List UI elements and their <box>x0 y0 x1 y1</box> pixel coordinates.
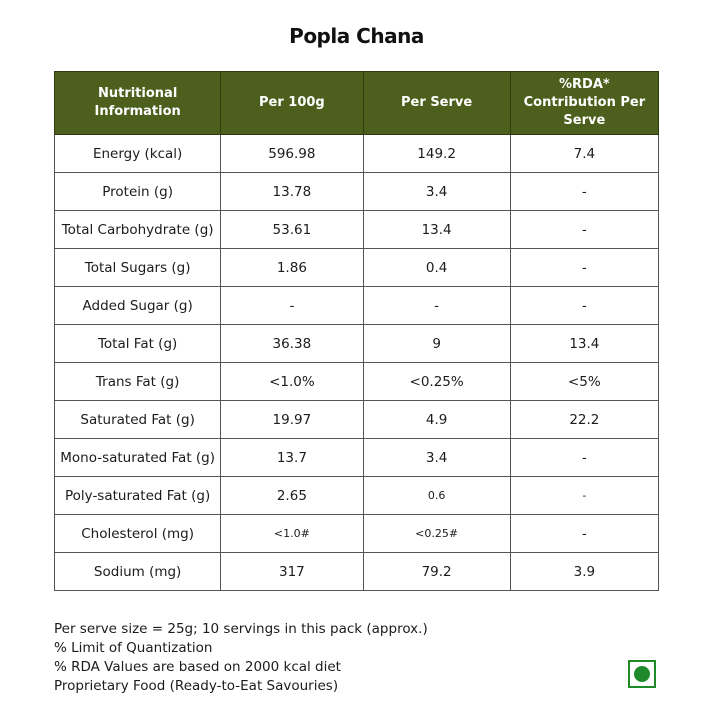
column-header: %RDA* Contribution Per Serve <box>510 72 658 135</box>
table-row <box>55 401 659 439</box>
rda-value: - <box>510 287 658 325</box>
rda-value: - <box>510 439 658 477</box>
rda-value: - <box>510 211 658 249</box>
per-100g-value: 317 <box>221 553 363 591</box>
nutrient-name: Mono-saturated Fat (g) <box>55 439 221 477</box>
nutrient-name: Total Carbohydrate (g) <box>55 211 221 249</box>
per-serve-value: 0.4 <box>363 249 510 287</box>
per-100g-value: 2.65 <box>221 477 363 515</box>
nutrient-name: Total Fat (g) <box>55 325 221 363</box>
nutrient-name: Saturated Fat (g) <box>55 401 221 439</box>
table-row <box>55 477 659 515</box>
nutrient-name: Sodium (mg) <box>55 553 221 591</box>
footnotes <box>54 620 428 696</box>
per-serve-value: 3.4 <box>363 173 510 211</box>
table-row <box>55 173 659 211</box>
column-header: Nutritional Information <box>55 72 221 135</box>
rda-value: 22.2 <box>510 401 658 439</box>
per-100g-value: 19.97 <box>221 401 363 439</box>
footnote-quantization: % Limit of Quantization <box>54 640 213 656</box>
column-header: Per 100g <box>221 72 363 135</box>
table-row <box>55 553 659 591</box>
nutrient-name: Poly-saturated Fat (g) <box>55 477 221 515</box>
per-serve-value: <0.25# <box>363 515 510 553</box>
per-100g-value: - <box>221 287 363 325</box>
per-100g-value: 13.78 <box>221 173 363 211</box>
table-row <box>55 439 659 477</box>
nutrient-name: Protein (g) <box>55 173 221 211</box>
table-row <box>55 287 659 325</box>
per-serve-value: 149.2 <box>363 135 510 173</box>
per-100g-value: 53.61 <box>221 211 363 249</box>
rda-value: - <box>510 173 658 211</box>
rda-value: 7.4 <box>510 135 658 173</box>
table-row <box>55 515 659 553</box>
rda-value: 13.4 <box>510 325 658 363</box>
nutrient-name: Added Sugar (g) <box>55 287 221 325</box>
per-100g-value: 1.86 <box>221 249 363 287</box>
table-row <box>55 135 659 173</box>
rda-value: - <box>510 249 658 287</box>
rda-value: 3.9 <box>510 553 658 591</box>
rda-value: - <box>510 515 658 553</box>
veg-mark-icon <box>628 660 656 688</box>
table-row <box>55 325 659 363</box>
table-row <box>55 363 659 401</box>
nutrient-name: Cholesterol (mg) <box>55 515 221 553</box>
table-row <box>55 249 659 287</box>
table-header-row <box>55 72 659 135</box>
per-100g-value: <1.0# <box>221 515 363 553</box>
per-serve-value: 0.6 <box>363 477 510 515</box>
per-serve-value: <0.25% <box>363 363 510 401</box>
footnote-serving: Per serve size = 25g; 10 servings in this pack (approx.) <box>54 621 428 637</box>
rda-value: <5% <box>510 363 658 401</box>
per-serve-value: 4.9 <box>363 401 510 439</box>
column-header: Per Serve <box>363 72 510 135</box>
nutrition-table <box>54 71 659 591</box>
per-serve-value: 13.4 <box>363 211 510 249</box>
page-title: Popla Chana <box>289 24 424 48</box>
nutrient-name: Energy (kcal) <box>55 135 221 173</box>
per-100g-value: 36.38 <box>221 325 363 363</box>
footnote-rda: % RDA Values are based on 2000 kcal diet <box>54 659 341 675</box>
nutrient-name: Trans Fat (g) <box>55 363 221 401</box>
veg-dot <box>634 666 650 682</box>
per-serve-value: 3.4 <box>363 439 510 477</box>
per-serve-value: 9 <box>363 325 510 363</box>
nutrient-name: Total Sugars (g) <box>55 249 221 287</box>
per-serve-value: - <box>363 287 510 325</box>
per-100g-value: 596.98 <box>221 135 363 173</box>
per-100g-value: 13.7 <box>221 439 363 477</box>
per-100g-value: <1.0% <box>221 363 363 401</box>
per-serve-value: 79.2 <box>363 553 510 591</box>
table-row <box>55 211 659 249</box>
rda-value: - <box>510 477 658 515</box>
footnote-food-category: Proprietary Food (Ready-to-Eat Savouries) <box>54 678 339 694</box>
